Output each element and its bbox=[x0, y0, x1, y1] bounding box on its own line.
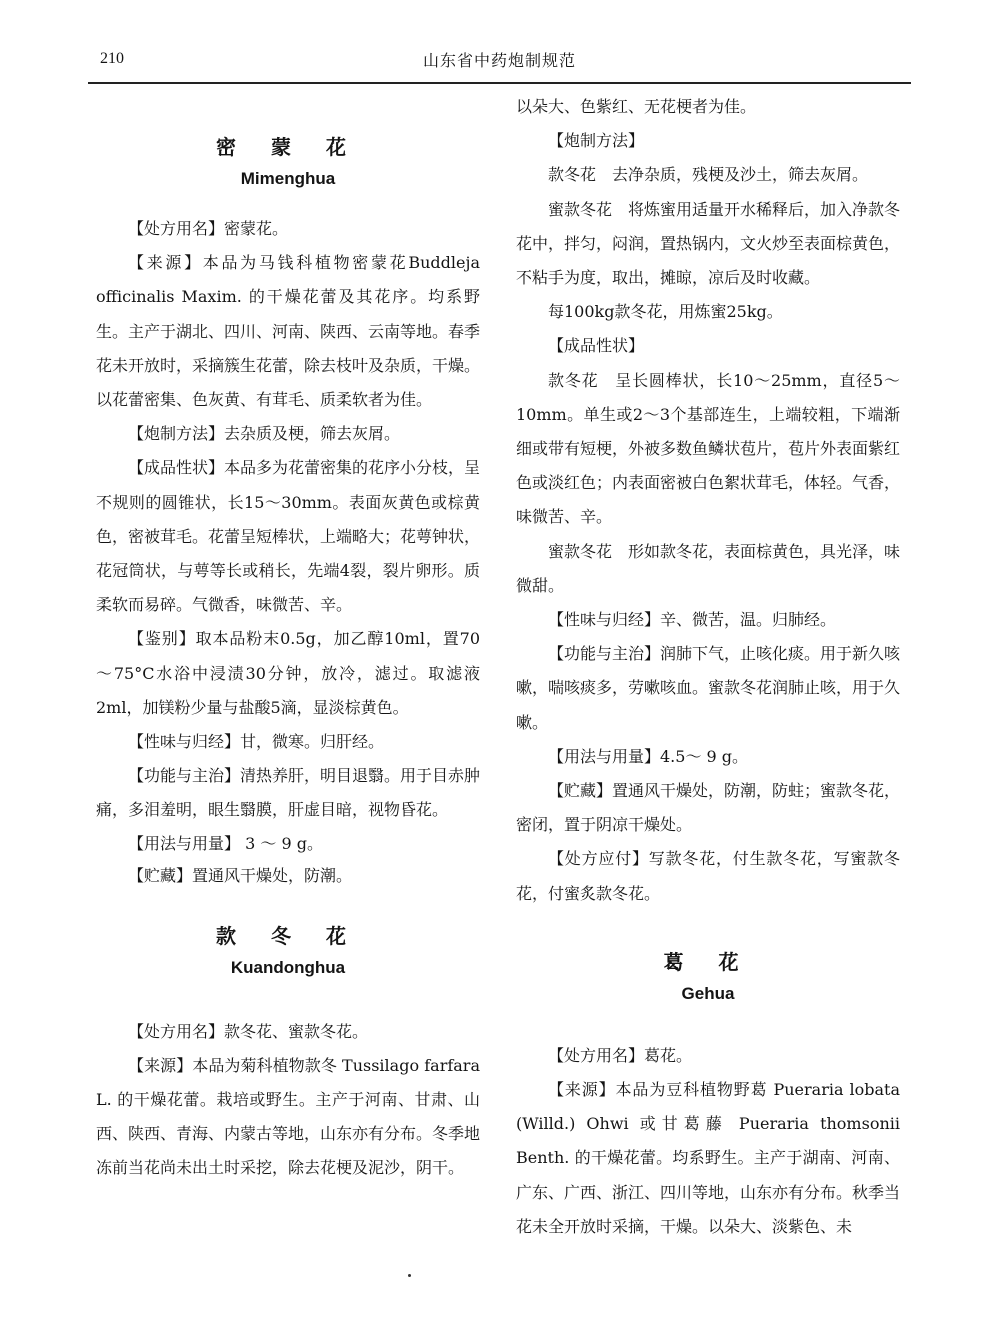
paragraph-processing-method: 【炮制方法】去杂质及梗，筛去灰屑。 bbox=[128, 424, 401, 444]
paragraph-function-indication: 【功能与主治】润肺下气，止咳化痰。用于新久咳嗽，喘咳痰多，劳嗽咳血。蜜款冬花润肺止咳，用于久嗽。 bbox=[516, 644, 901, 732]
left-column bbox=[96, 90, 480, 1186]
paragraph-function-indication: 【功能与主治】清热养肝，明目退翳。用于目赤肿痛，多泪羞明，眼生翳膜，肝虚目暗，视物昏花。 bbox=[96, 766, 481, 820]
paragraph-source-continued: 以朵大、色紫红、无花梗者为佳。 bbox=[516, 97, 757, 116]
paragraph-processing-raw: 款冬花 去净杂质，残梗及沙土，筛去灰屑。 bbox=[548, 165, 869, 185]
page-header bbox=[88, 48, 911, 84]
paragraph-prescription-name: 【处方用名】葛花。 bbox=[548, 1045, 693, 1065]
entry-title-pinyin: Gehua bbox=[681, 983, 735, 1003]
paragraph-honey-ratio: 每100kg款冬花，用炼蜜25kg。 bbox=[548, 302, 783, 322]
paragraph-nature-meridian: 【性味与归经】辛、微苦，温。归肺经。 bbox=[548, 610, 837, 630]
paragraph-processing-heading: 【炮制方法】 bbox=[548, 131, 645, 151]
paragraph-properties-heading: 【成品性状】 bbox=[548, 336, 645, 356]
scan-speck bbox=[408, 1274, 411, 1277]
paragraph-dosage: 【用法与用量】 3 ～ 9 g。 bbox=[128, 833, 323, 853]
paragraph-product-properties: 【成品性状】本品多为花蕾密集的花序小分枝，呈不规则的圆锥状，长15～30mm。表面灰黄色或棕黄色，密被茸毛。花蕾呈短棒状，上端略大；花萼钟状，花冠筒状，与萼等长或稍长，先端4裂，裂片卵形。质柔软而易碎。气微香，味微苦、辛。 bbox=[96, 458, 481, 615]
paragraph-source: 【来源】本品为豆科植物野葛 Pueraria lobata (Willd.) Ohwi 或甘葛藤 Pueraria thomsonii Benth. 的干燥花蕾。均系野生。主产于湖南、河南、广东、广西、浙江、四川等地，山东亦有分布。秋季当花未全开放时采摘，干燥。以朵大、淡紫色、未 bbox=[516, 1080, 901, 1236]
paragraph-processing-honey: 蜜款冬花 将炼蜜用适量开水稀释后，加入净款冬花中，拌匀，闷润，置热锅内，文火炒至表面棕黄色，不粘手为度，取出，摊晾，凉后及时收藏。 bbox=[516, 199, 901, 288]
entry-title-chinese: 款 冬 花 bbox=[216, 923, 360, 948]
paragraph-identification: 【鉴别】取本品粉末0.5g，加乙醇10ml，置70～75°C水浴中浸渍30分钟，放冷，滤过。取滤液2ml，加镁粉少量与盐酸5滴，显淡棕黄色。 bbox=[96, 629, 480, 717]
paragraph-prescription-name: 【处方用名】密蒙花。 bbox=[128, 219, 289, 238]
paragraph-dispensing: 【处方应付】写款冬花，付生款冬花，写蜜款冬花，付蜜炙款冬花。 bbox=[516, 849, 900, 903]
entry-title-chinese: 密 蒙 花 bbox=[216, 135, 360, 159]
paragraph-storage: 【贮藏】置通风干燥处，防潮。 bbox=[128, 866, 353, 886]
entry-heading-kuandonghua bbox=[96, 921, 480, 985]
paragraph-dosage: 【用法与用量】4.5～ 9 g。 bbox=[548, 746, 749, 766]
entry-heading-gehua bbox=[516, 947, 900, 1011]
right-column bbox=[516, 90, 900, 1244]
entry-title-pinyin: Mimenghua bbox=[240, 169, 336, 188]
page-number: 210 bbox=[100, 50, 124, 67]
entry-title-pinyin: Kuandonghua bbox=[230, 957, 346, 977]
paragraph-prescription-name: 【处方用名】款冬花、蜜款冬花。 bbox=[128, 1021, 369, 1041]
paragraph-storage: 【贮藏】置通风干燥处，防潮，防蛀；蜜款冬花，密闭，置于阴凉干燥处。 bbox=[516, 781, 901, 835]
paragraph-source: 【来源】本品为马钱科植物密蒙花Buddleja officinalis Maxim. 的干燥花蕾及其花序。均系野生。主产于湖北、四川、河南、陕西、云南等地。春季花未开放时，采摘簇生花蕾，除去枝叶及杂质，干燥。以花蕾密集、色灰黄、有茸毛、质柔软者为佳。 bbox=[96, 253, 481, 410]
entry-title-chinese: 葛 花 bbox=[663, 949, 753, 974]
paragraph-properties-honey: 蜜款冬花 形如款冬花，表面棕黄色，具光泽，味微甜。 bbox=[516, 541, 901, 595]
running-title: 山东省中药炮制规范 bbox=[422, 51, 576, 70]
paragraph-nature-meridian: 【性味与归经】甘，微寒。归肝经。 bbox=[128, 732, 385, 752]
paragraph-source: 【来源】本品为菊科植物款冬 Tussilago farfara L. 的干燥花蕾。栽培或野生。主产于河南、甘肃、山西、陕西、青海、内蒙古等地，山东亦有分布。冬季地冻前当花尚未出土时采挖，除去花梗及泥沙，阴干。 bbox=[96, 1055, 481, 1178]
paragraph-properties-raw: 款冬花 呈长圆棒状，长10～25mm，直径5～10mm。单生或2～3个基部连生，上端较粗，下端渐细或带有短梗，外被多数鱼鳞状苞片，苞片外表面紫红色或淡红色；内表面密被白色絮状茸毛，体轻。气香，味微苦、辛。 bbox=[516, 370, 901, 527]
entry-heading-mimenghua bbox=[96, 132, 480, 196]
